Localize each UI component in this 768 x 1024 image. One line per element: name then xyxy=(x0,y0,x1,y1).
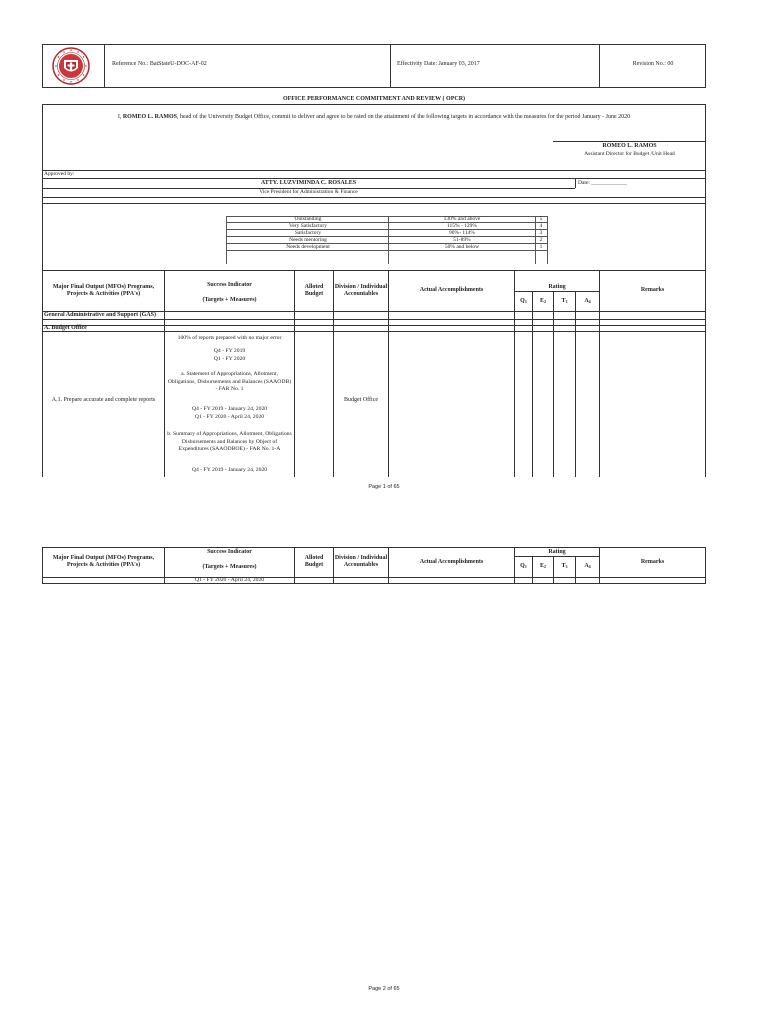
header-t xyxy=(554,297,575,305)
commitment-text: , head of the University Budget Office, commit to deliver and agree to be rated on the attainment of the following targets in accordance with the measures for the period January - June 2020 xyxy=(177,114,631,120)
approved-by-label: Approved by: xyxy=(44,171,75,177)
header-a-letter: A xyxy=(584,298,589,304)
page2-header-t xyxy=(554,562,575,570)
page2-header-rating: Rating xyxy=(548,549,566,555)
header-a xyxy=(576,297,599,305)
scale-score-satisfactory: 3 xyxy=(535,230,548,237)
page2-header-t-letter: T xyxy=(561,563,566,569)
header-e-sup: 2 xyxy=(544,298,546,304)
reference-number: Reference No.: BatStateU-DOC-AF-02 xyxy=(112,61,207,67)
indicator-line-4: Q4 - FY 2019 - January 24, 2020 xyxy=(191,406,268,412)
scale-score-needs-development: 1 xyxy=(535,244,548,251)
header-success-indicator: Success Indicator xyxy=(207,282,252,288)
page2-header-actual: Actual Accomplishments xyxy=(419,559,484,565)
header-actual-accomplishments: Actual Accomplishments xyxy=(419,287,484,293)
page2-header-a-letter: A xyxy=(584,563,589,569)
page2-header-targets-measures: (Targets + Measures) xyxy=(202,564,257,570)
scale-label-satisfactory: Satisfactory xyxy=(226,230,389,237)
scale-range-satisfactory: 90%- 114% xyxy=(388,230,536,237)
header-q-letter: Q xyxy=(520,298,525,304)
revision-number: Revision No.: 00 xyxy=(632,61,674,67)
signatory-title: Assistant Director for Budget /Unit Head xyxy=(584,151,675,157)
page2-header-q-sup: 1 xyxy=(524,563,527,569)
commitment-name: ROMEO L. RAMOS xyxy=(122,114,178,120)
page2-header-a-sup: 4 xyxy=(588,563,591,569)
scale-score-very-satisfactory: 4 xyxy=(535,223,548,230)
scale-range-needs-mentoring: 51-89% xyxy=(388,237,536,244)
page2-header-division: Division / Individual Accountables xyxy=(334,554,388,568)
university-seal-logo xyxy=(52,47,90,85)
header-q xyxy=(515,297,532,305)
indicator-line-2: Q1 - FY 2020 xyxy=(213,356,246,362)
header-remarks: Remarks xyxy=(640,287,665,293)
page2-header-success-indicator: Success Indicator xyxy=(207,549,252,555)
page2-header-t-sup: 3 xyxy=(565,563,568,569)
header-t-letter: T xyxy=(561,298,566,304)
signatory-name: ROMEO L. RAMOS xyxy=(602,143,657,149)
header-t-sup: 3 xyxy=(565,298,568,304)
subsection-budget-office: A. Budget Office xyxy=(44,325,87,331)
indicator-line-7: Q4 - FY 2019 - January 24, 2020 xyxy=(191,467,268,473)
header-e xyxy=(533,297,553,305)
page2-header-mfo: Major Final Output (MFOs) Programs, Projects & Activities (PPA's) xyxy=(52,555,155,568)
commitment-statement xyxy=(42,114,706,120)
scale-label-needs-mentoring: Needs mentoring xyxy=(226,237,389,244)
scale-range-very-satisfactory: 115% - 129% xyxy=(388,223,536,230)
page2-header-remarks: Remarks xyxy=(640,559,665,565)
date-line: Date: _____________ xyxy=(578,180,628,186)
header-a-sup: 4 xyxy=(588,298,591,304)
document-title: OFFICE PERFORMANCE COMMITMENT AND REVIEW ( OPCR) xyxy=(282,96,466,102)
commitment-prefix: I, xyxy=(117,114,123,120)
section-gas: General Administrative and Support (GAS) xyxy=(44,312,157,318)
header-division: Division / Individual Accountables xyxy=(334,283,388,297)
approver-title: Vice President for Administration & Finance xyxy=(259,189,358,195)
mfo-item-a1: A.1. Prepare accurate and complete reports xyxy=(51,396,156,403)
page2-header-q-letter: Q xyxy=(520,563,525,569)
header-alloted-budget: Alloted Budget xyxy=(304,284,324,297)
division-budget-office: Budget Office xyxy=(343,397,379,403)
header-q-sup: 1 xyxy=(524,298,527,304)
page2-header-e xyxy=(533,562,553,570)
page2-header-a xyxy=(576,562,599,570)
header-targets-measures: (Targets + Measures) xyxy=(202,297,257,303)
indicator-line-0: 100% of reports prepared with no major error xyxy=(177,335,282,341)
scale-score-needs-mentoring: 2 xyxy=(535,237,548,244)
indicator-line-3: a. Statement of Appropriations, Allotment, Obligations, Disbursements and Balances (SAAODB) - FAR No. 1 xyxy=(167,371,292,393)
indicator-line-5: Q1 - FY 2020 - April 24, 2020 xyxy=(194,414,265,420)
approver-name: ATTY. LUZVIMINDA C. ROSALES xyxy=(260,180,357,186)
scale-label-very-satisfactory: Very Satisfactory xyxy=(226,223,389,230)
page2-header-alloted-budget: Alloted Budget xyxy=(304,555,324,568)
indicator-continued-line: Q1 - FY 2020 - April 24, 2020 xyxy=(194,577,265,583)
page-footer-1: Page 1 of 65 xyxy=(368,484,400,490)
header-e-letter: E xyxy=(539,298,544,304)
effectivity-date: Effectivity Date: January 03, 2017 xyxy=(397,61,480,67)
scale-range-needs-development: 50% and below xyxy=(388,244,536,251)
page2-header-q xyxy=(515,562,532,570)
scale-range-outstanding: 130% and above xyxy=(388,216,536,223)
page2-header-e-sup: 2 xyxy=(544,563,546,569)
scale-label-needs-development: Needs development xyxy=(226,244,389,251)
indicator-line-6: b. Summary of Appropriations, Allotment, Obligations Disbursements and Balances by Object of Expenditures (SAAODBOE) - FAR No. 1-A xyxy=(167,431,292,453)
page-footer-2: Page 2 of 65 xyxy=(368,986,400,992)
page2-header-e-letter: E xyxy=(539,563,544,569)
indicator-line-1: Q4 - FY 2019 xyxy=(213,348,246,354)
scale-score-outstanding: 5 xyxy=(535,216,548,223)
scale-label-outstanding: Outstanding xyxy=(226,216,389,223)
header-mfo: Major Final Output (MFOs) Programs, Projects & Activities (PPA's) xyxy=(52,284,155,297)
header-rating: Rating xyxy=(548,284,566,290)
